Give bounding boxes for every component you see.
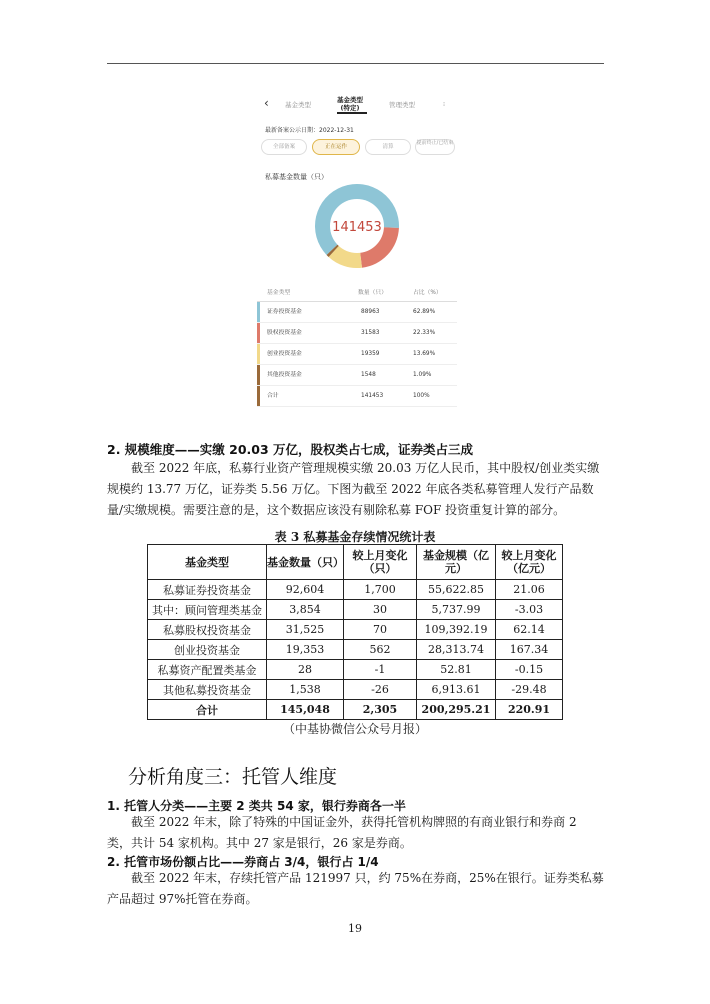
row-type: 股权投资基金 — [267, 330, 302, 336]
table-cell: 21.06 — [496, 580, 563, 600]
table-total-row — [148, 700, 563, 720]
table-cell: 70 — [344, 620, 417, 640]
table-cell: -26 — [344, 680, 417, 700]
table-row — [257, 302, 457, 323]
table-cell: 3,854 — [267, 600, 344, 620]
table-cell: 167.34 — [496, 640, 563, 660]
table-cell: 私募证券投资基金 — [148, 580, 267, 600]
filter-operating[interactable]: 正在运作 — [312, 139, 360, 155]
table-cell: -29.48 — [496, 680, 563, 700]
row-type: 合计 — [267, 393, 279, 399]
table-cell: 6,913.61 — [417, 680, 496, 700]
row-count: 31583 — [361, 330, 380, 336]
table-cell: -1 — [344, 660, 417, 680]
table-row — [148, 580, 563, 600]
row-type: 创业投资基金 — [267, 351, 302, 357]
table-cell: -3.03 — [496, 600, 563, 620]
table-row — [148, 600, 563, 620]
filter-all[interactable]: 全部备案 — [261, 139, 307, 155]
heading-custodian-types: 1. 托管人分类——主要 2 类共 54 家，银行券商各一半 — [107, 799, 406, 813]
row-pct: 22.33% — [413, 330, 436, 336]
table-cell: 28 — [267, 660, 344, 680]
app-screenshot — [257, 92, 457, 412]
row-pct: 62.89% — [413, 309, 436, 315]
total-cell: 2,305 — [344, 700, 417, 720]
total-cell: 合计 — [148, 700, 267, 720]
table-row — [257, 323, 457, 344]
table-cell: 创业投资基金 — [148, 640, 267, 660]
table3-source: （中基协微信公众号月报） — [282, 722, 427, 736]
para-custodian-types: 截至 2022 年末，除了特殊的中国证金外，获得托管机构牌照的有商业银行和券商 2 类，共计 54 家机构。其中 27 家是银行，26 家是券商。 — [107, 815, 577, 850]
page-number: 19 — [348, 922, 362, 935]
table-cell: 1,700 — [344, 580, 417, 600]
table-cell: 5,737.99 — [417, 600, 496, 620]
table-cell: 30 — [344, 600, 417, 620]
row-count: 141453 — [361, 393, 384, 399]
tab-fund-type[interactable]: 基金类型 — [285, 101, 311, 109]
header-pct: 占比（%） — [413, 290, 442, 296]
donut-total: 141453 — [332, 220, 382, 235]
row-color-bar — [257, 365, 260, 385]
chevron-left-icon[interactable]: ‹ — [264, 96, 269, 110]
filter-liquidation[interactable]: 清算 — [365, 139, 411, 155]
total-cell: 145,048 — [267, 700, 344, 720]
table3-caption: 表 3 私募基金存续情况统计表 — [274, 530, 436, 544]
table-cell: 55,622.85 — [417, 580, 496, 600]
table-cell: 19,353 — [267, 640, 344, 660]
row-pct: 100% — [413, 393, 430, 399]
active-tab-indicator — [337, 112, 367, 114]
table-cell: 31,525 — [267, 620, 344, 640]
header-rule — [107, 63, 604, 64]
row-color-bar — [257, 386, 260, 406]
table-cell: 1,538 — [267, 680, 344, 700]
table-row — [257, 365, 457, 386]
col-count: 基金数量（只） — [267, 545, 344, 580]
tab-fund-type-special[interactable] — [337, 96, 363, 112]
table-cell: 62.14 — [496, 620, 563, 640]
row-count: 88963 — [361, 309, 380, 315]
heading-scale: 2. 规模维度——实缴 20.03 万亿，股权类占七成，证券类占三成 — [107, 442, 474, 457]
table-cell: 562 — [344, 640, 417, 660]
row-pct: 13.69% — [413, 351, 436, 357]
more-icon[interactable]: ⁝ — [443, 100, 446, 108]
heading-market-share: 2. 托管市场份额占比——券商占 3/4，银行占 1/4 — [107, 855, 379, 869]
table-cell: 52.81 — [417, 660, 496, 680]
table-cell: 其他私募投资基金 — [148, 680, 267, 700]
table-cell: 私募股权投资基金 — [148, 620, 267, 640]
fund-count-label: 私募基金数量（只） — [265, 173, 328, 181]
table-cell: -0.15 — [496, 660, 563, 680]
filing-date: 最新备案公示日期：2022-12-31 — [265, 127, 354, 134]
row-count: 1548 — [361, 372, 376, 378]
table-row — [257, 386, 457, 407]
col-scale: 基金规模（亿元） — [417, 545, 496, 580]
para-market-share: 截至 2022 年末，存续托管产品 121997 只，约 75%在券商，25%在银行。证券类私募产品超过 97%托管在券商。 — [107, 871, 604, 906]
row-color-bar — [257, 344, 260, 364]
row-type: 证券投资基金 — [267, 309, 302, 315]
tab-management-type[interactable]: 管理类型 — [389, 101, 415, 109]
table-row — [148, 680, 563, 700]
table-header — [257, 286, 457, 302]
table-cell: 其中：顾问管理类基金 — [148, 600, 267, 620]
row-type: 其他投资基金 — [267, 372, 302, 378]
table-header-row — [148, 545, 563, 580]
table-row — [148, 660, 563, 680]
table-cell: 私募资产配置类基金 — [148, 660, 267, 680]
table-cell: 28,313.74 — [417, 640, 496, 660]
table-row — [257, 344, 457, 365]
row-pct: 1.09% — [413, 372, 432, 378]
col-scale-change: 较上月变化（亿元） — [496, 545, 563, 580]
row-color-bar — [257, 323, 260, 343]
table-cell: 109,392.19 — [417, 620, 496, 640]
total-cell: 200,295.21 — [417, 700, 496, 720]
fund-type-table — [257, 286, 457, 407]
table-row — [148, 620, 563, 640]
header-type: 基金类型 — [267, 290, 291, 296]
app-nav-bar — [257, 92, 457, 114]
table-cell: 92,604 — [267, 580, 344, 600]
para-scale: 截至 2022 年底，私募行业资产管理规模实缴 20.03 万亿人民币，其中股权/创业类实缴规模约 13.77 万亿，证券类 5.56 万亿。下图为截至 2022 年底各类私募管理人发行产品数量/实缴规模。需要注意的是，这个数据应该没有剔除私募 FOF 投资重复计算的部分。 — [107, 461, 600, 517]
fund-stats-table — [147, 544, 563, 720]
header-count: 数量（只） — [358, 290, 387, 296]
row-count: 19359 — [361, 351, 380, 357]
table-row — [148, 640, 563, 660]
col-type: 基金类型 — [148, 545, 267, 580]
tab-label: 基金类型 — [337, 96, 363, 104]
tab-sublabel: (特定) — [340, 104, 360, 112]
section-title: 分析角度三：托管人维度 — [128, 766, 338, 788]
filter-terminated[interactable]: 提前终止/已结束 — [415, 139, 455, 155]
fund-donut-chart — [315, 184, 399, 268]
col-count-change: 较上月变化（只） — [344, 545, 417, 580]
total-cell: 220.91 — [496, 700, 563, 720]
row-color-bar — [257, 302, 260, 322]
